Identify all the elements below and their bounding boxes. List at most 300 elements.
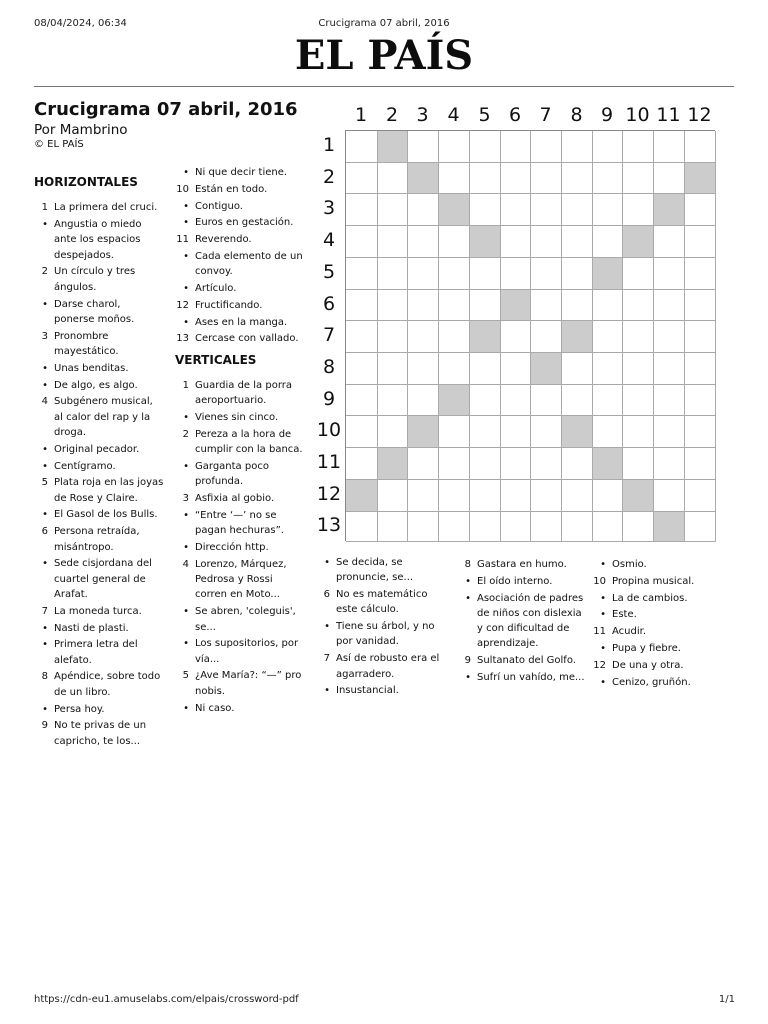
clue-item: [34, 217, 164, 263]
grid-cell[interactable]: [346, 448, 378, 480]
clue-number: 10: [593, 575, 606, 587]
clue-item: [34, 378, 164, 393]
grid-column-number: 1: [354, 104, 368, 126]
clue-column-2: [175, 165, 305, 717]
clue-item: [175, 215, 305, 230]
grid-cell[interactable]: [408, 480, 439, 512]
clue-text: Se decida, se pronuncie, se...: [336, 557, 414, 584]
grid-cell[interactable]: [562, 353, 593, 385]
grid-cell[interactable]: [654, 131, 685, 163]
grid-block-cell: [531, 353, 562, 385]
puzzle-author: Por Mambrino: [34, 122, 128, 138]
clue-item: [592, 591, 724, 606]
grid-cell[interactable]: [593, 290, 623, 321]
clue-item: [316, 587, 448, 618]
grid-cell[interactable]: [378, 480, 408, 512]
grid-cell[interactable]: [562, 163, 593, 194]
grid-cell[interactable]: [470, 448, 501, 480]
grid-row-number: 6: [322, 292, 336, 315]
grid-cell[interactable]: [501, 512, 531, 542]
clue-text: Reverendo.: [195, 234, 252, 246]
grid-cell[interactable]: [378, 321, 408, 353]
clue-text: Centígramo.: [54, 460, 116, 472]
grid-row-number: 7: [322, 324, 336, 346]
grid-cell[interactable]: [685, 226, 716, 258]
grid-block-cell: [439, 385, 470, 416]
grid-cell[interactable]: [562, 290, 593, 321]
clue-item: [34, 507, 164, 522]
grid-cell[interactable]: [593, 163, 623, 194]
clue-number: 1: [41, 202, 48, 214]
clue-number: 11: [176, 234, 189, 246]
grid-cell[interactable]: [593, 194, 623, 226]
clue-text: Asociación de padres de niños con dislexia y con dificultad de aprendizaje.: [477, 592, 584, 650]
grid-cell[interactable]: [470, 258, 501, 290]
clue-number: 12: [176, 299, 189, 311]
grid-cell[interactable]: [439, 163, 470, 194]
grid-cell[interactable]: [439, 448, 470, 480]
clue-number: •: [183, 217, 189, 229]
clue-number: 9: [41, 720, 48, 732]
grid-block-cell: [470, 226, 501, 258]
grid-cell[interactable]: [562, 258, 593, 290]
grid-cell[interactable]: [501, 353, 531, 385]
grid-cell[interactable]: [623, 416, 654, 448]
grid-cell[interactable]: [501, 194, 531, 226]
grid-column-number: 7: [539, 104, 552, 126]
grid-row-number: 8: [322, 356, 336, 378]
clue-text: Se abren, 'coleguis', se...: [195, 606, 296, 633]
grid-cell[interactable]: [346, 512, 378, 542]
clue-text: Apéndice, sobre todo de un libro.: [54, 671, 161, 698]
grid-cell[interactable]: [439, 416, 470, 448]
grid-cell[interactable]: [531, 416, 562, 448]
grid-cell[interactable]: [470, 512, 501, 542]
grid-cell[interactable]: [470, 194, 501, 226]
grid-cell[interactable]: [531, 226, 562, 258]
grid-cell[interactable]: [623, 353, 654, 385]
clue-item: [175, 232, 305, 247]
grid-block-cell: [408, 416, 439, 448]
clue-item: [175, 165, 305, 180]
clue-item: [175, 281, 305, 296]
clue-item: [175, 249, 305, 280]
grid-block-cell: [378, 448, 408, 480]
grid-cell[interactable]: [623, 258, 654, 290]
grid-cell[interactable]: [408, 512, 439, 542]
clue-item: [175, 410, 305, 425]
grid-cell[interactable]: [531, 512, 562, 542]
clue-text: Así de robusto era el agarradero.: [336, 653, 440, 680]
clue-text: Vienes sin cinco.: [195, 412, 279, 424]
grid-cell[interactable]: [501, 385, 531, 416]
grid-cell[interactable]: [593, 321, 623, 353]
grid-cell[interactable]: [501, 226, 531, 258]
clue-number: •: [600, 676, 606, 688]
grid-block-cell: [562, 321, 593, 353]
grid-cell[interactable]: [623, 194, 654, 226]
clue-number: •: [42, 362, 48, 374]
grid-cell[interactable]: [501, 163, 531, 194]
grid-cell[interactable]: [531, 385, 562, 416]
grid-block-cell: [408, 163, 439, 194]
grid-cell[interactable]: [439, 480, 470, 512]
clue-column-4: [457, 557, 589, 687]
clue-text: Gastara en humo.: [477, 559, 567, 570]
clue-number: •: [183, 702, 189, 714]
grid-cell[interactable]: [562, 226, 593, 258]
grid-cell[interactable]: [439, 131, 470, 163]
grid-column-number: 8: [570, 104, 583, 126]
grid-cell[interactable]: [623, 131, 654, 163]
clue-item: [457, 591, 589, 652]
clue-text: Propina musical.: [612, 575, 695, 587]
clue-item: [34, 524, 164, 555]
grid-row-number: 1: [322, 134, 336, 156]
grid-cell[interactable]: [623, 448, 654, 480]
clue-text: Primera letra del alefato.: [54, 639, 138, 666]
clue-text: Lorenzo, Márquez, Pedrosa y Rossi corren en Moto...: [195, 558, 287, 601]
clue-item: [592, 675, 724, 690]
clue-item: [34, 637, 164, 668]
clue-column-3: [316, 555, 448, 700]
grid-block-cell: [501, 290, 531, 321]
clue-number: •: [183, 461, 189, 473]
clue-number: 2: [41, 266, 48, 278]
clue-item: [34, 329, 164, 360]
grid-cell[interactable]: [562, 480, 593, 512]
grid-cell[interactable]: [531, 480, 562, 512]
grid-cell[interactable]: [378, 194, 408, 226]
clue-text: Sultanato del Golfo.: [477, 655, 576, 667]
grid-row-number: 10: [316, 419, 342, 441]
grid-cell[interactable]: [593, 512, 623, 542]
grid-cell[interactable]: [654, 163, 685, 194]
clue-text: Osmio.: [612, 559, 647, 570]
clue-item: [175, 298, 305, 313]
clue-number: •: [600, 592, 606, 604]
grid-cell[interactable]: [408, 290, 439, 321]
grid-cell[interactable]: [378, 163, 408, 194]
grid-cell[interactable]: [623, 385, 654, 416]
grid-cell[interactable]: [346, 290, 378, 321]
crossword-grid: [345, 130, 715, 541]
clue-item: [34, 394, 164, 440]
grid-cell[interactable]: [408, 353, 439, 385]
clue-item: [34, 702, 164, 717]
grid-cell[interactable]: [378, 353, 408, 385]
clue-text: Están en todo.: [195, 183, 268, 195]
grid-cell[interactable]: [685, 131, 716, 163]
grid-cell[interactable]: [439, 226, 470, 258]
grid-cell[interactable]: [654, 416, 685, 448]
grid-cell[interactable]: [378, 226, 408, 258]
clue-number: 4: [41, 396, 48, 408]
clue-item: [457, 574, 589, 589]
grid-cell[interactable]: [346, 131, 378, 163]
header-divider: [34, 86, 734, 87]
clue-item: [175, 557, 305, 603]
clue-text: Este.: [612, 609, 637, 621]
grid-cell[interactable]: [685, 416, 716, 448]
clue-text: Guardia de la porra aeroportuario.: [195, 380, 292, 407]
grid-cell[interactable]: [378, 290, 408, 321]
grid-cell[interactable]: [346, 353, 378, 385]
clue-number: 4: [182, 558, 189, 570]
clue-number: 6: [41, 526, 48, 538]
clue-number: •: [183, 509, 189, 521]
clue-number: •: [465, 672, 471, 684]
clue-number: •: [465, 575, 471, 587]
grid-cell[interactable]: [531, 131, 562, 163]
grid-cell[interactable]: [623, 163, 654, 194]
grid-cell[interactable]: [623, 290, 654, 321]
clue-text: Ni caso.: [195, 702, 235, 714]
clue-text: Los supositorios, por vía...: [195, 638, 299, 665]
grid-cell[interactable]: [408, 131, 439, 163]
grid-cell[interactable]: [470, 480, 501, 512]
clue-item: [457, 653, 589, 668]
grid-cell[interactable]: [623, 321, 654, 353]
grid-cell[interactable]: [501, 321, 531, 353]
clue-number: •: [42, 509, 48, 521]
grid-cell[interactable]: [346, 385, 378, 416]
clue-number: •: [183, 638, 189, 650]
grid-cell[interactable]: [439, 512, 470, 542]
grid-cell[interactable]: [654, 480, 685, 512]
clue-text: Dirección http.: [195, 542, 269, 554]
clue-number: 3: [41, 330, 48, 342]
grid-cell[interactable]: [531, 321, 562, 353]
clue-item: [592, 624, 724, 639]
grid-cell[interactable]: [501, 480, 531, 512]
puzzle-copyright: © EL PAÍS: [34, 139, 84, 150]
clue-item: [34, 200, 164, 215]
grid-block-cell: [623, 480, 654, 512]
clue-text: Angustia o miedo ante los espacios despejados.: [54, 219, 142, 261]
grid-cell[interactable]: [593, 480, 623, 512]
clue-item: [175, 378, 305, 409]
grid-cell[interactable]: [378, 385, 408, 416]
grid-cell[interactable]: [378, 258, 408, 290]
grid-cell[interactable]: [470, 131, 501, 163]
grid-cell[interactable]: [531, 258, 562, 290]
grid-row-number: 13: [316, 514, 342, 536]
grid-cell[interactable]: [408, 226, 439, 258]
grid-cell[interactable]: [408, 448, 439, 480]
clue-number: 1: [182, 380, 189, 392]
grid-cell[interactable]: [531, 163, 562, 194]
clue-text: “Entre ‘—’ no se pagan hechuras”.: [195, 509, 284, 537]
clue-item: [592, 658, 724, 673]
grid-cell[interactable]: [346, 226, 378, 258]
clue-item: [34, 604, 164, 619]
clue-text: Original pecador.: [54, 443, 140, 455]
grid-row-number: 11: [316, 451, 342, 473]
grid-cell[interactable]: [685, 512, 716, 542]
clue-number: •: [42, 639, 48, 651]
grid-cell[interactable]: [593, 416, 623, 448]
grid-cell[interactable]: [470, 290, 501, 321]
clue-number: •: [42, 703, 48, 715]
grid-cell[interactable]: [470, 416, 501, 448]
clue-text: Pupa y fiebre.: [612, 642, 681, 654]
grid-block-cell: [378, 131, 408, 163]
grid-cell[interactable]: [562, 385, 593, 416]
grid-cell[interactable]: [470, 353, 501, 385]
clue-item: [592, 607, 724, 622]
clue-number: 3: [182, 493, 189, 505]
grid-cell[interactable]: [378, 416, 408, 448]
grid-cell[interactable]: [562, 131, 593, 163]
grid-cell[interactable]: [685, 353, 716, 385]
grid-cell[interactable]: [654, 290, 685, 321]
clue-text: La primera del cruci.: [54, 202, 158, 214]
grid-cell[interactable]: [654, 258, 685, 290]
grid-block-cell: [685, 163, 716, 194]
grid-cell[interactable]: [685, 194, 716, 226]
clue-number: •: [183, 412, 189, 424]
grid-cell[interactable]: [654, 226, 685, 258]
grid-cell[interactable]: [501, 416, 531, 448]
clue-number: •: [183, 167, 189, 178]
print-url: https://cdn-eu1.amuselabs.com/elpais/crossword-pdf: [34, 994, 299, 1005]
clue-column-5: [592, 557, 724, 691]
clue-item: [34, 264, 164, 295]
clue-text: La de cambios.: [612, 592, 688, 604]
grid-block-cell: [593, 258, 623, 290]
clue-item: [316, 651, 448, 682]
clue-text: Sede cisjordana del cuartel general de Arafat.: [54, 558, 152, 600]
clue-item: [175, 182, 305, 197]
grid-cell[interactable]: [593, 353, 623, 385]
grid-cell[interactable]: [470, 163, 501, 194]
grid-cell[interactable]: [408, 258, 439, 290]
grid-cell[interactable]: [685, 321, 716, 353]
grid-cell[interactable]: [346, 163, 378, 194]
grid-cell[interactable]: [531, 448, 562, 480]
clue-number: •: [324, 557, 330, 568]
clue-number: •: [42, 558, 48, 570]
clue-item: [34, 556, 164, 602]
grid-cell[interactable]: [501, 131, 531, 163]
clue-text: Subgénero musical, al calor del rap y la droga.: [54, 396, 153, 438]
clue-item: [316, 683, 448, 698]
clue-item: [175, 701, 305, 716]
down-heading: VERTICALES: [175, 352, 257, 367]
grid-cell[interactable]: [439, 258, 470, 290]
grid-row-number: 4: [322, 229, 336, 251]
grid-block-cell: [439, 194, 470, 226]
clue-text: Ases en la manga.: [195, 316, 288, 328]
clue-text: Acudir.: [612, 626, 646, 638]
clue-number: •: [324, 621, 330, 633]
grid-column-number: 5: [478, 104, 491, 126]
clue-item: [34, 459, 164, 474]
clue-text: Unas benditas.: [54, 362, 129, 374]
clue-number: •: [600, 609, 606, 621]
clue-text: Darse charol, ponerse moños.: [54, 298, 135, 325]
clue-text: El oído interno.: [477, 575, 553, 587]
grid-cell[interactable]: [685, 448, 716, 480]
grid-block-cell: [346, 480, 378, 512]
clue-text: Contiguo.: [195, 200, 243, 212]
clue-number: •: [183, 316, 189, 328]
clue-item: [34, 475, 164, 506]
clue-number: 5: [182, 670, 189, 682]
grid-cell[interactable]: [685, 258, 716, 290]
grid-cell[interactable]: [685, 480, 716, 512]
grid-cell[interactable]: [593, 131, 623, 163]
grid-cell[interactable]: [378, 512, 408, 542]
grid-cell[interactable]: [408, 385, 439, 416]
grid-cell[interactable]: [408, 194, 439, 226]
clue-item: [34, 442, 164, 457]
clue-number: 8: [464, 559, 471, 570]
clue-number: 9: [464, 655, 471, 667]
grid-cell[interactable]: [562, 512, 593, 542]
clue-text: Cenizo, gruñón.: [612, 676, 691, 688]
clue-text: Persona retraída, misántropo.: [54, 526, 140, 553]
grid-cell[interactable]: [346, 321, 378, 353]
clue-text: Tiene su árbol, y no por vanidad.: [336, 621, 435, 648]
grid-cell[interactable]: [623, 512, 654, 542]
grid-cell[interactable]: [346, 416, 378, 448]
clue-item: [34, 718, 164, 749]
grid-cell[interactable]: [439, 290, 470, 321]
clue-item: [175, 427, 305, 458]
grid-cell[interactable]: [654, 385, 685, 416]
clue-number: •: [324, 685, 330, 697]
clue-number: •: [42, 460, 48, 472]
clue-text: Nasti de plasti.: [54, 622, 129, 634]
clue-number: •: [600, 642, 606, 654]
grid-cell[interactable]: [531, 194, 562, 226]
clue-number: •: [183, 542, 189, 554]
clue-text: Plata roja en las joyas de Rose y Claire.: [54, 477, 164, 504]
grid-column-number: 2: [385, 104, 399, 126]
clue-number: 6: [323, 589, 330, 601]
clue-text: Garganta poco profunda.: [195, 461, 269, 488]
grid-cell[interactable]: [346, 194, 378, 226]
grid-cell[interactable]: [593, 226, 623, 258]
grid-cell[interactable]: [470, 385, 501, 416]
clue-text: Fructificando.: [195, 299, 263, 311]
grid-cell[interactable]: [593, 385, 623, 416]
grid-cell[interactable]: [685, 385, 716, 416]
grid-cell[interactable]: [562, 194, 593, 226]
clue-item: [592, 557, 724, 572]
grid-cell[interactable]: [654, 353, 685, 385]
clue-number: •: [183, 250, 189, 262]
grid-cell[interactable]: [501, 258, 531, 290]
grid-cell[interactable]: [501, 448, 531, 480]
grid-cell[interactable]: [439, 353, 470, 385]
grid-cell[interactable]: [685, 290, 716, 321]
clue-text: Sufrí un vahído, me...: [477, 672, 585, 684]
clue-text: De algo, es algo.: [54, 379, 138, 391]
clue-number: •: [42, 219, 48, 231]
grid-cell[interactable]: [531, 290, 562, 321]
grid-cell[interactable]: [654, 448, 685, 480]
grid-cell[interactable]: [562, 448, 593, 480]
grid-cell[interactable]: [346, 258, 378, 290]
grid-cell[interactable]: [654, 321, 685, 353]
grid-cell[interactable]: [439, 321, 470, 353]
grid-cell[interactable]: [408, 321, 439, 353]
clue-number: 8: [41, 671, 48, 683]
print-datetime: 08/04/2024, 06:34: [34, 18, 127, 29]
